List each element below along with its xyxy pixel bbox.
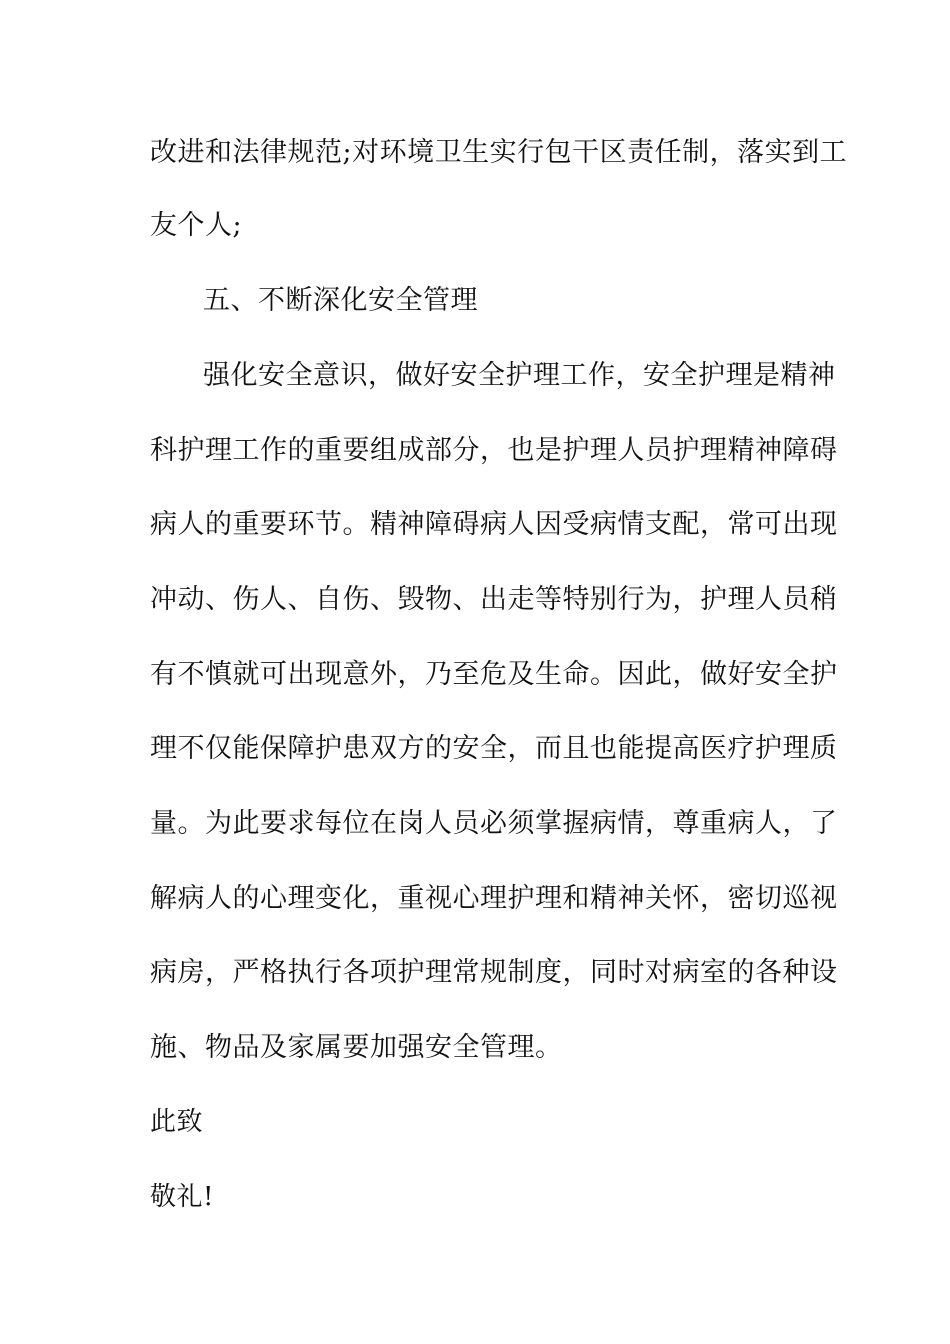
- body-line-8: 有不慎就可出现意外，乃至危及生命。因此，做好安全护: [150, 659, 838, 690]
- body-line-9: 理不仅能保障护患双方的安全，而且也能提高医疗护理质: [150, 733, 838, 764]
- body-line-11: 解病人的心理变化，重视心理护理和精神关怀，密切巡视: [150, 883, 838, 914]
- body-line-7: 冲动、伤人、自伤、毁物、出走等特别行为，护理人员稍: [150, 584, 838, 615]
- closing-salutation: 此致: [150, 1107, 204, 1137]
- body-line-10: 量。为此要求每位在岗人员必须掌握病情，尊重病人，了: [150, 808, 838, 839]
- body-line-6: 病人的重要环节。精神障碍病人因受病情支配，常可出现: [150, 509, 838, 540]
- body-line-5: 科护理工作的重要组成部分，也是护理人员护理精神障碍: [150, 435, 838, 466]
- body-line-2: 友个人;: [150, 210, 243, 241]
- body-line-4: 强化安全意识，做好安全护理工作，安全护理是精神: [203, 360, 836, 391]
- body-line-13: 施、物品及家属要加强安全管理。: [150, 1032, 563, 1063]
- section-heading: 五、不断深化安全管理: [203, 285, 478, 316]
- body-line-1: 改进和法律规范;对环境卫生实行包干区责任制，落实到工: [150, 137, 848, 168]
- body-line-12: 病房，严格执行各项护理常规制度，同时对病室的各种设: [150, 957, 838, 988]
- closing-regards: 敬礼!: [150, 1182, 214, 1212]
